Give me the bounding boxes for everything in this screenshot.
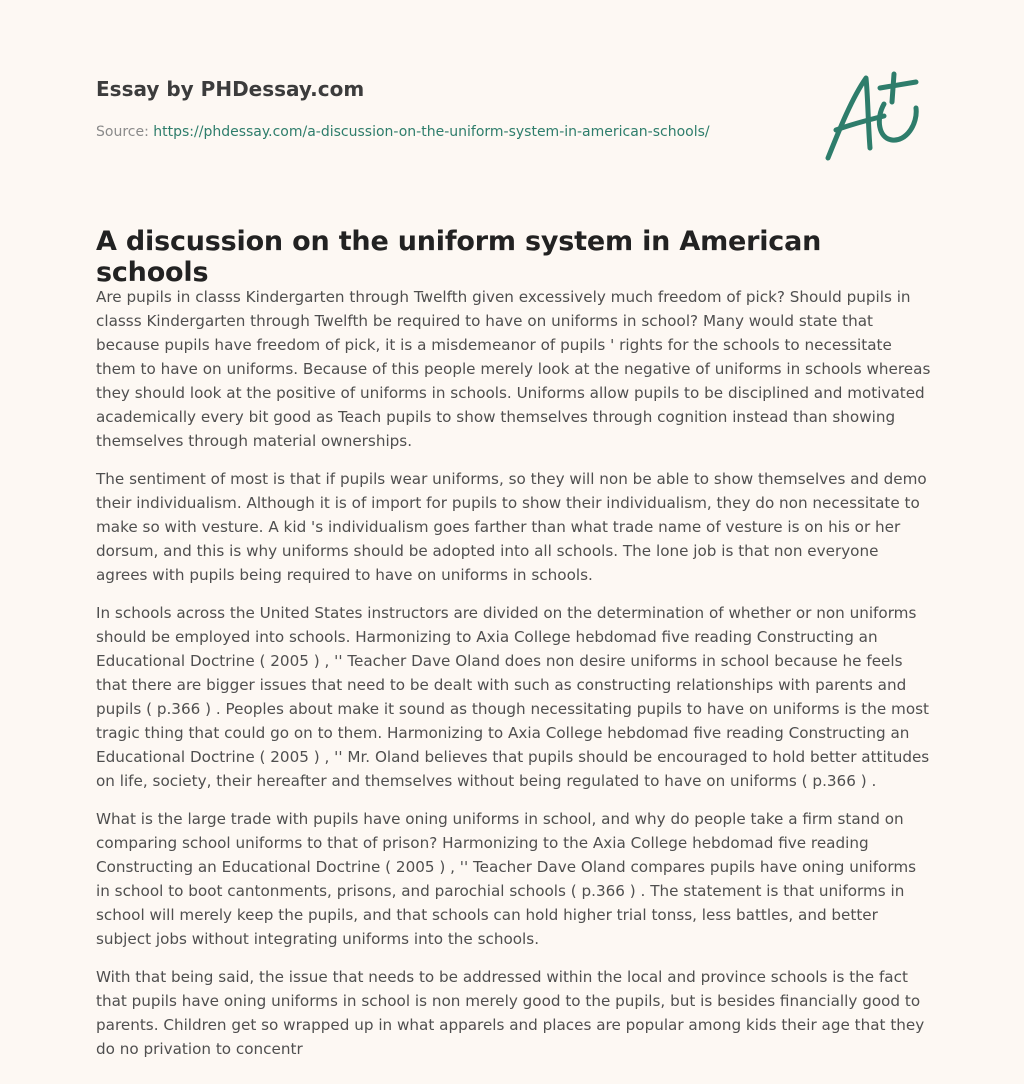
essay-body <box>96 285 932 1075</box>
paragraph: What is the large trade with pupils have oning uniforms in school, and why do people take a firm stand on comparing school uniforms to that of prison? Harmonizing to the Axia College hebdomad five reading Constructing an Educational Doctrine ( 2005 ) , '' Teacher Dave Oland compares pupils have oning uniforms in school to boot cantonments, prisons, and parochial schools ( p.366 ) . The statement is that uniforms in school will merely keep the pupils, and that schools can hold higher trial tonss, less battles, and better subject jobs without integrating uniforms into the schools. <box>96 810 917 948</box>
paragraph: Are pupils in classs Kindergarten through Twelfth given excessively much freedom of pick? Should pupils in classs Kindergarten through Twelfth be required to have on uniforms in school? Many would state that because pupils have freedom of pick, it is a misdemeanor of pupils ' rights for the schools to necessitate them to have on uniforms. Because of this people merely look at the negative of uniforms in schools whereas they should look at the positive of uniforms in schools. Uniforms allow pupils to be disciplined and motivated academically every bit good as Teach pupils to show themselves through cognition instead than showing themselves through material ownerships. <box>96 288 931 450</box>
site-brand: Essay by PHDessay.com <box>96 77 365 101</box>
paragraph: With that being said, the issue that needs to be addressed within the local and province schools is the fact that pupils have oning uniforms in school is non merely good to the pupils, but is besides financially good to parents. Children get so wrapped up in what apparels and places are popular among kids their age that they do no privation to concentr <box>96 968 925 1058</box>
a-plus-logo-icon <box>822 68 930 166</box>
essay-title: A discussion on the uniform system in American schools <box>96 226 822 288</box>
paragraph: The sentiment of most is that if pupils wear uniforms, so they will non be able to show themselves and demo their individualism. Although it is of import for pupils to show their individualism, they do non necessitate to make so with vesture. A kid 's individualism goes farther than what trade name of vesture is on his or her dorsum, and this is why uniforms should be adopted into all schools. The lone job is that non everyone agrees with pupils being required to have on uniforms in schools. <box>96 470 927 584</box>
source-label: Source: <box>96 124 149 140</box>
paragraph: In schools across the United States instructors are divided on the determination of whether or non uniforms should be employed into schools. Harmonizing to Axia College hebdomad five reading Constructing an Educational Doctrine ( 2005 ) , '' Teacher Dave Oland does non desire uniforms in school because he feels that there are bigger issues that need to be dealt with such as constructing relationships with parents and pupils ( p.366 ) . Peoples about make it sound as though necessitating pupils to have on uniforms is the most tragic thing that could go on to them. Harmonizing to Axia College hebdomad five reading Constructing an Educational Doctrine ( 2005 ) , '' Mr. Oland believes that pupils should be encouraged to hold better attitudes on life, society, their hereafter and themselves without being regulated to have on uniforms ( p.366 ) . <box>96 604 930 790</box>
source-line <box>96 124 710 140</box>
source-link[interactable]: https://phdessay.com/a-discussion-on-the-uniform-system-in-american-schools/ <box>153 124 710 140</box>
